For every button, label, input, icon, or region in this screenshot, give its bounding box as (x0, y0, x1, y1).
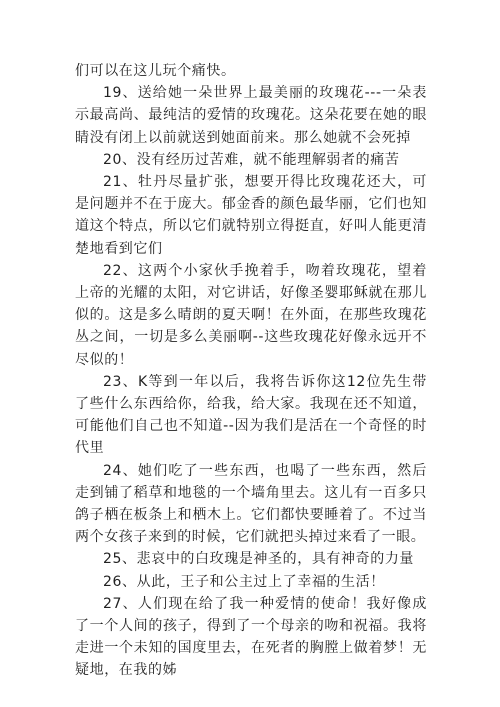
paragraph-24: 24、她们吃了一些东西，也喝了一些东西，然后走到铺了稻草和地毯的一个墙角里去。这儿有一百多只鸽子栖在板条上和栖木上。它们都快要睡着了。不过当两个女孩子来到的时候，它们就把头掉过来看了一眼。 (75, 462, 427, 546)
paragraph-22: 22、这两个小家伙手挽着手，吻着玫瑰花，望着上帝的光耀的太阳，对它讲话，好像圣婴耶稣就在那儿似的。这是多么晴朗的夏天啊！在外面，在那些玫瑰花丛之间，一切是多么美丽啊--这些玫瑰花好像永远开不尽似的！ (75, 262, 427, 368)
paragraph-continuation: 们可以在这儿玩个痛快。 (75, 63, 236, 79)
paragraph-19: 19、送给她一朵世界上最美丽的玫瑰花---一朵表示最高尚、最纯洁的爱情的玫瑰花。这朵花要在她的眼睛没有闭上以前就送到她面前来。那么她就不会死掉 (75, 85, 427, 146)
paragraph-26: 26、从此，王子和公主过上了幸福的生活！ (103, 573, 385, 590)
paragraph-25: 25、悲哀中的白玫瑰是神圣的，具有神奇的力量 (103, 551, 415, 568)
paragraph-27: 27、人们现在给了我一种爱情的使命！我好像成了一个人间的孩子，得到了一个母亲的吻和祝福。我将走进一个未知的国度里去，在死者的胸膛上做着梦！无疑地，在我的姊 (75, 595, 427, 679)
paragraph-21: 21、牡丹尽量扩张，想要开得比玫瑰花还大，可是问题并不在于庞大。郁金香的颜色最华丽，它们也知道这个特点，所以它们就特别立得挺直，好叫人能更清楚地看到它们 (75, 174, 427, 257)
document-body (75, 60, 427, 682)
paragraph-23: 23、K等到一年以后，我将告诉你这12位先生带了些什么东西给你，给我，给大家。我现在还不知道，可能他们自己也不知道--因为我们是活在一个奇怪的时代里 (75, 373, 427, 457)
paragraph-20: 20、没有经历过苦难，就不能理解弱者的痛苦 (103, 151, 400, 168)
